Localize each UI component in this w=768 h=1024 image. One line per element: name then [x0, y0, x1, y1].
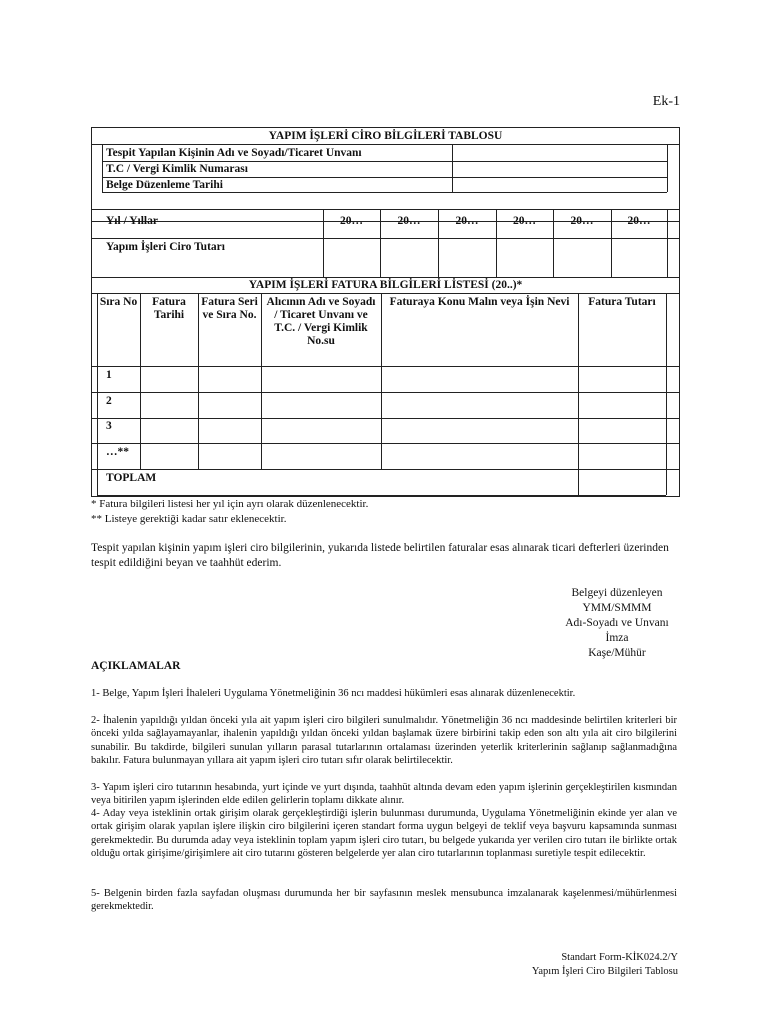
row-label-more: …** — [106, 446, 129, 458]
year-cell-6: 20… — [627, 215, 651, 227]
row-label-2: 2 — [106, 395, 112, 407]
form-code: Standart Form-KİK024.2/Y — [561, 952, 678, 963]
invoice-table-title: YAPIM İŞLERİ FATURA BİLGİLERİ LİSTESİ (20..)* — [248, 279, 523, 291]
year-cell-4: 20… — [513, 215, 536, 227]
footnote-1: * Fatura bilgileri listesi her yıl için ayrı olarak düzenlenecektir. — [91, 498, 369, 510]
explanation-1: 1- Belge, Yapım İşleri İhaleleri Uygulama Yönetmeliğinin 36 ncı maddesi hükümleri esas alınarak düzenlenecektir. — [91, 688, 576, 699]
signature-line-1: Belgeyi düzenleyen — [571, 587, 663, 599]
explanations-heading: AÇIKLAMALAR — [91, 660, 181, 672]
annex-label: Ek-1 — [652, 94, 680, 109]
row-label-1: 1 — [106, 369, 112, 381]
footnote-2: ** Listeye gerektiği kadar satır eklenecektir. — [91, 513, 287, 525]
header-alici: Alıcının Adı ve Soyadı / Ticaret Unvanı ve T.C. / Vergi Kimlik No.su — [266, 296, 376, 347]
declaration-text: Tespit yapılan kişinin yapım işleri ciro bilgilerinin, yukarıda listede belirtilen faturalar esas alınarak ticari defterleri üzerinden tespit edildiğini beyan ve taahhüt ederim. — [91, 542, 669, 569]
info-row-date: Belge Düzenleme Tarihi — [106, 179, 223, 191]
year-cell-5: 20… — [570, 215, 594, 227]
header-fatura-tutari: Fatura Tutarı — [588, 296, 656, 308]
signature-line-3: Adı-Soyadı ve Unvanı — [565, 617, 669, 629]
turnover-table — [91, 127, 680, 497]
info-row-tax-id: T.C / Vergi Kimlik Numarası — [106, 163, 248, 175]
signature-line-4: İmza — [605, 632, 629, 644]
signature-line-5: Kaşe/Mühür — [588, 647, 646, 659]
header-seri-sira: Fatura Seri ve Sıra No. — [201, 296, 258, 321]
header-fatura-tarihi: Fatura Tarihi — [152, 296, 186, 321]
row-label-3: 3 — [106, 420, 112, 432]
year-label: Yıl / Yıllar — [106, 215, 158, 227]
year-cell-1: 20… — [340, 215, 363, 227]
table-title: YAPIM İŞLERİ CİRO BİLGİLERİ TABLOSU — [268, 130, 503, 142]
info-row-name: Tespit Yapılan Kişinin Adı ve Soyadı/Ticaret Unvanı — [106, 147, 362, 159]
explanation-3: 3- Yapım işleri ciro tutarının hesabında, yurt içinde ve yurt dışında, taahhüt altında devam eden yapım işlerinin gerçekleştirilen kısmından veya bitirilen yapım işlerinden elde edilen gelirlerin toplamı dikkate alınır. — [91, 782, 677, 807]
header-mal-nevi: Faturaya Konu Malın veya İşin Nevi — [389, 296, 570, 308]
turnover-label: Yapım İşleri Ciro Tutarı — [106, 241, 225, 253]
explanation-4: 4- Aday veya isteklinin ortak girişim olarak gerçekleştirdiği işlerin bulunması durumunda, Uygulama Yönetmeliğinin ekinde yer alan ve ortak girişim olarak yapılan işlere ilişkin ciro bilgilerini içeren standart forma uygun belgeyi de teklif veya başvuru kapsamında sunması gerekmektedir. Bu durumda aday veya isteklinin toplam yapım işleri ciro tutarı, bu belgede yukarıda yer verilen ciro tutarı ile birlikte ortak olduğu ortak girişime/girişimlere ait ciro tutarını gösteren belgelerde yer alan ciro tutarlarının toplanması suretiyle tespit edilecektir. — [91, 808, 677, 859]
explanation-2: 2- İhalenin yapıldığı yıldan önceki yıla ait yapım işleri ciro bilgileri sunulmalıdır. Yönetmeliğin 36 ncı maddesinde belirtilen kriterleri bir önceki yılda sağlayamayanlar, ihalenin yapıldığı yıldan önceki yıldan başlamak üzere birbirini takip eden son altı yıla ait ciro bilgilerini sunabilir. Bu takdirde, bilgileri sunulan yılların parasal tutarlarının ortalaması üzerinden yeterlik kriterlerinin sağlanıp sağlanmadığına bakılır. Fatura bulunmayan yıllara ait yapım işleri ciro tutarı sıfır olarak belirtilecektir. — [91, 715, 677, 766]
year-cell-3: 20… — [455, 215, 479, 227]
total-label: TOPLAM — [106, 472, 157, 484]
year-cell-2: 20… — [397, 215, 421, 227]
form-name: Yapım İşleri Ciro Bilgileri Tablosu — [531, 966, 678, 977]
signature-line-2: YMM/SMMM — [582, 602, 652, 614]
explanation-5: 5- Belgenin birden fazla sayfadan oluşması durumunda her bir sayfasının meslek mensubunca imzalanarak kaşelenmesi/mühürlenmesi gerekmektedir. — [91, 888, 677, 913]
header-sira-no: Sıra No — [99, 296, 138, 308]
